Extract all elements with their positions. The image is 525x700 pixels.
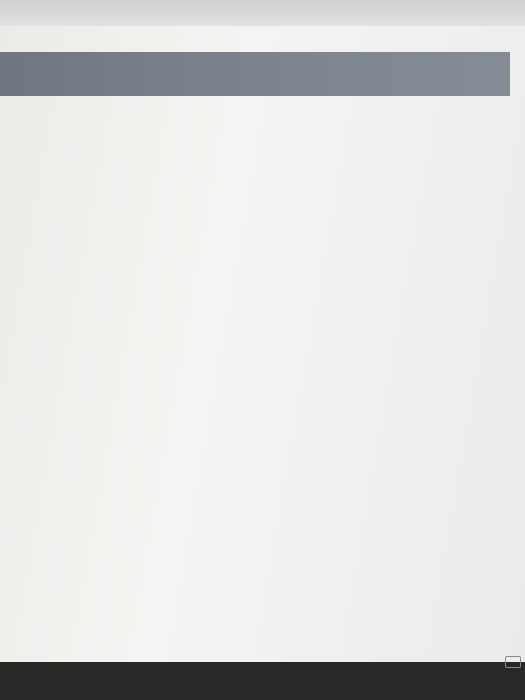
table-header <box>0 52 510 96</box>
caption-icon[interactable] <box>505 656 521 668</box>
document-page <box>0 26 525 662</box>
top-band <box>0 0 525 26</box>
footer-bar <box>0 662 525 700</box>
